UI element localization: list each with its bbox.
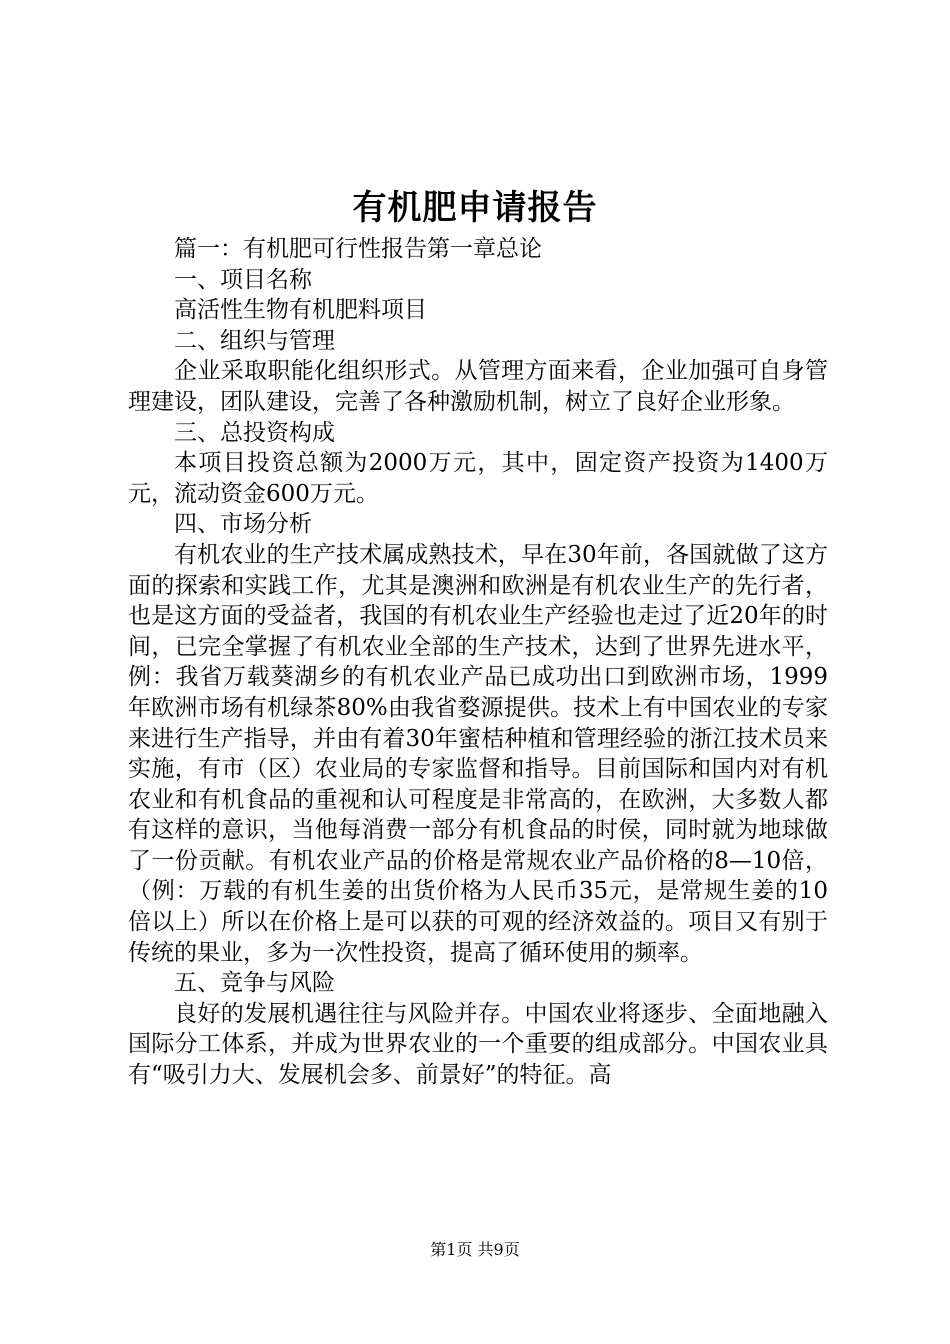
- paragraph: 高活性生物有机肥料项目: [174, 297, 427, 324]
- paragraph: 篇一：有机肥可行性报告第一章总论: [174, 236, 542, 262]
- document-title: 有机肥申请报告: [352, 188, 598, 228]
- section-heading: 一、项目名称: [174, 266, 312, 293]
- page-footer: 第1页 共9页: [430, 1240, 520, 1259]
- paragraph: 良好的发展机遇往往与风险并存。中国农业将逐步、全面地融入国际分工体系，并成为世界农业的一个重要的组成部分。中国农业具有“吸引力大、发展机会多、前景好”的特征。高: [128, 1000, 828, 1089]
- section-heading: 四、市场分析: [174, 511, 312, 538]
- section-heading: 五、竞争与风险: [174, 970, 335, 997]
- section-heading: 二、组织与管理: [174, 327, 335, 354]
- document-body: [128, 234, 828, 1091]
- section-heading: 三、总投资构成: [174, 419, 335, 446]
- paragraph: 本项目投资总额为2000万元，其中，固定资产投资为1400万元，流动资金600万元。: [128, 450, 828, 507]
- paragraph: 有机农业的生产技术属成熟技术，早在30年前，各国就做了这方面的探索和实践工作，尤其是澳洲和欧洲是有机农业生产的先行者，也是这方面的受益者，我国的有机农业生产经验也走过了近20年的时间，已完全掌握了有机农业全部的生产技术，达到了世界先进水平，例：我省万载葵湖乡的有机农业产品已成功出口到欧洲市场，1999年欧洲市场有机绿茶80%由我省婺源提供。技术上有中国农业的专家来进行生产指导，并由有着30年蜜桔种植和管理经验的浙江技术员来实施，有市（区）农业局的专家监督和指导。目前国际和国内对有机农业和有机食品的重视和认可程度是非常高的，在欧洲，大多数人都有这样的意识，当他每消费一部分有机食品的时侯，同时就为地球做了一份贡献。有机农业产品的价格是常规农业产品价格的8—10倍，（例：万载的有机生姜的出货价格为人民币35元，是常规生姜的10倍以上）所以在价格上是可以获的可观的经济效益的。项目又有别于传统的果业，多为一次性投资，提高了循环使用的频率。: [128, 541, 828, 966]
- paragraph: 企业采取职能化组织形式。从管理方面来看，企业加强可自身管理建设，团队建设，完善了各种激励机制，树立了良好企业形象。: [128, 358, 828, 415]
